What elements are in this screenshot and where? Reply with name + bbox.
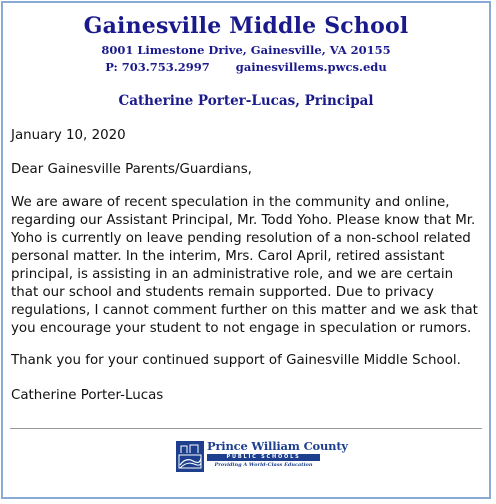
pwcs-name: Prince William County bbox=[207, 439, 348, 453]
footer-divider bbox=[10, 428, 482, 429]
website-link[interactable]: gainesvillems.pwcs.edu bbox=[235, 60, 387, 74]
pwcs-subtitle: PUBLIC SCHOOLS bbox=[207, 454, 320, 461]
pwcs-tagline: Providing A World-Class Education bbox=[214, 462, 313, 468]
letter-thanks: Thank you for your continued support of Gainesville Middle School. bbox=[11, 353, 461, 368]
school-address: 8001 Limestone Drive, Gainesville, VA 20155 bbox=[101, 43, 391, 57]
letter-page bbox=[1, 1, 491, 499]
contact-line bbox=[3, 60, 489, 74]
principal-name: Catherine Porter-Lucas, Principal bbox=[118, 93, 374, 109]
letter-signature: Catherine Porter-Lucas bbox=[11, 388, 164, 403]
phone-number: P: 703.753.2997 bbox=[105, 60, 210, 74]
letter-date: January 10, 2020 bbox=[11, 128, 126, 143]
school-name: Gainesville Middle School bbox=[83, 13, 409, 39]
letter-body: We are aware of recent speculation in the community and online, regarding our Assistant Principal, Mr. Todd Yoho. Please know that Mr. Yoho is currently on leave pending resolution of a non-school related personal matter. In the interim, Mrs. Carol April, retired assistant principal, is assisting in an administrative role, and we are certain that our school and students remain supported. Due to privacy regulations, I cannot comment further on this matter and we ask that you encourage your student to not engage in speculation or rumors. bbox=[11, 195, 478, 336]
pwcs-logo bbox=[176, 439, 348, 473]
letter-greeting: Dear Gainesville Parents/Guardians, bbox=[11, 162, 252, 177]
pwcs-emblem-icon bbox=[176, 441, 204, 472]
